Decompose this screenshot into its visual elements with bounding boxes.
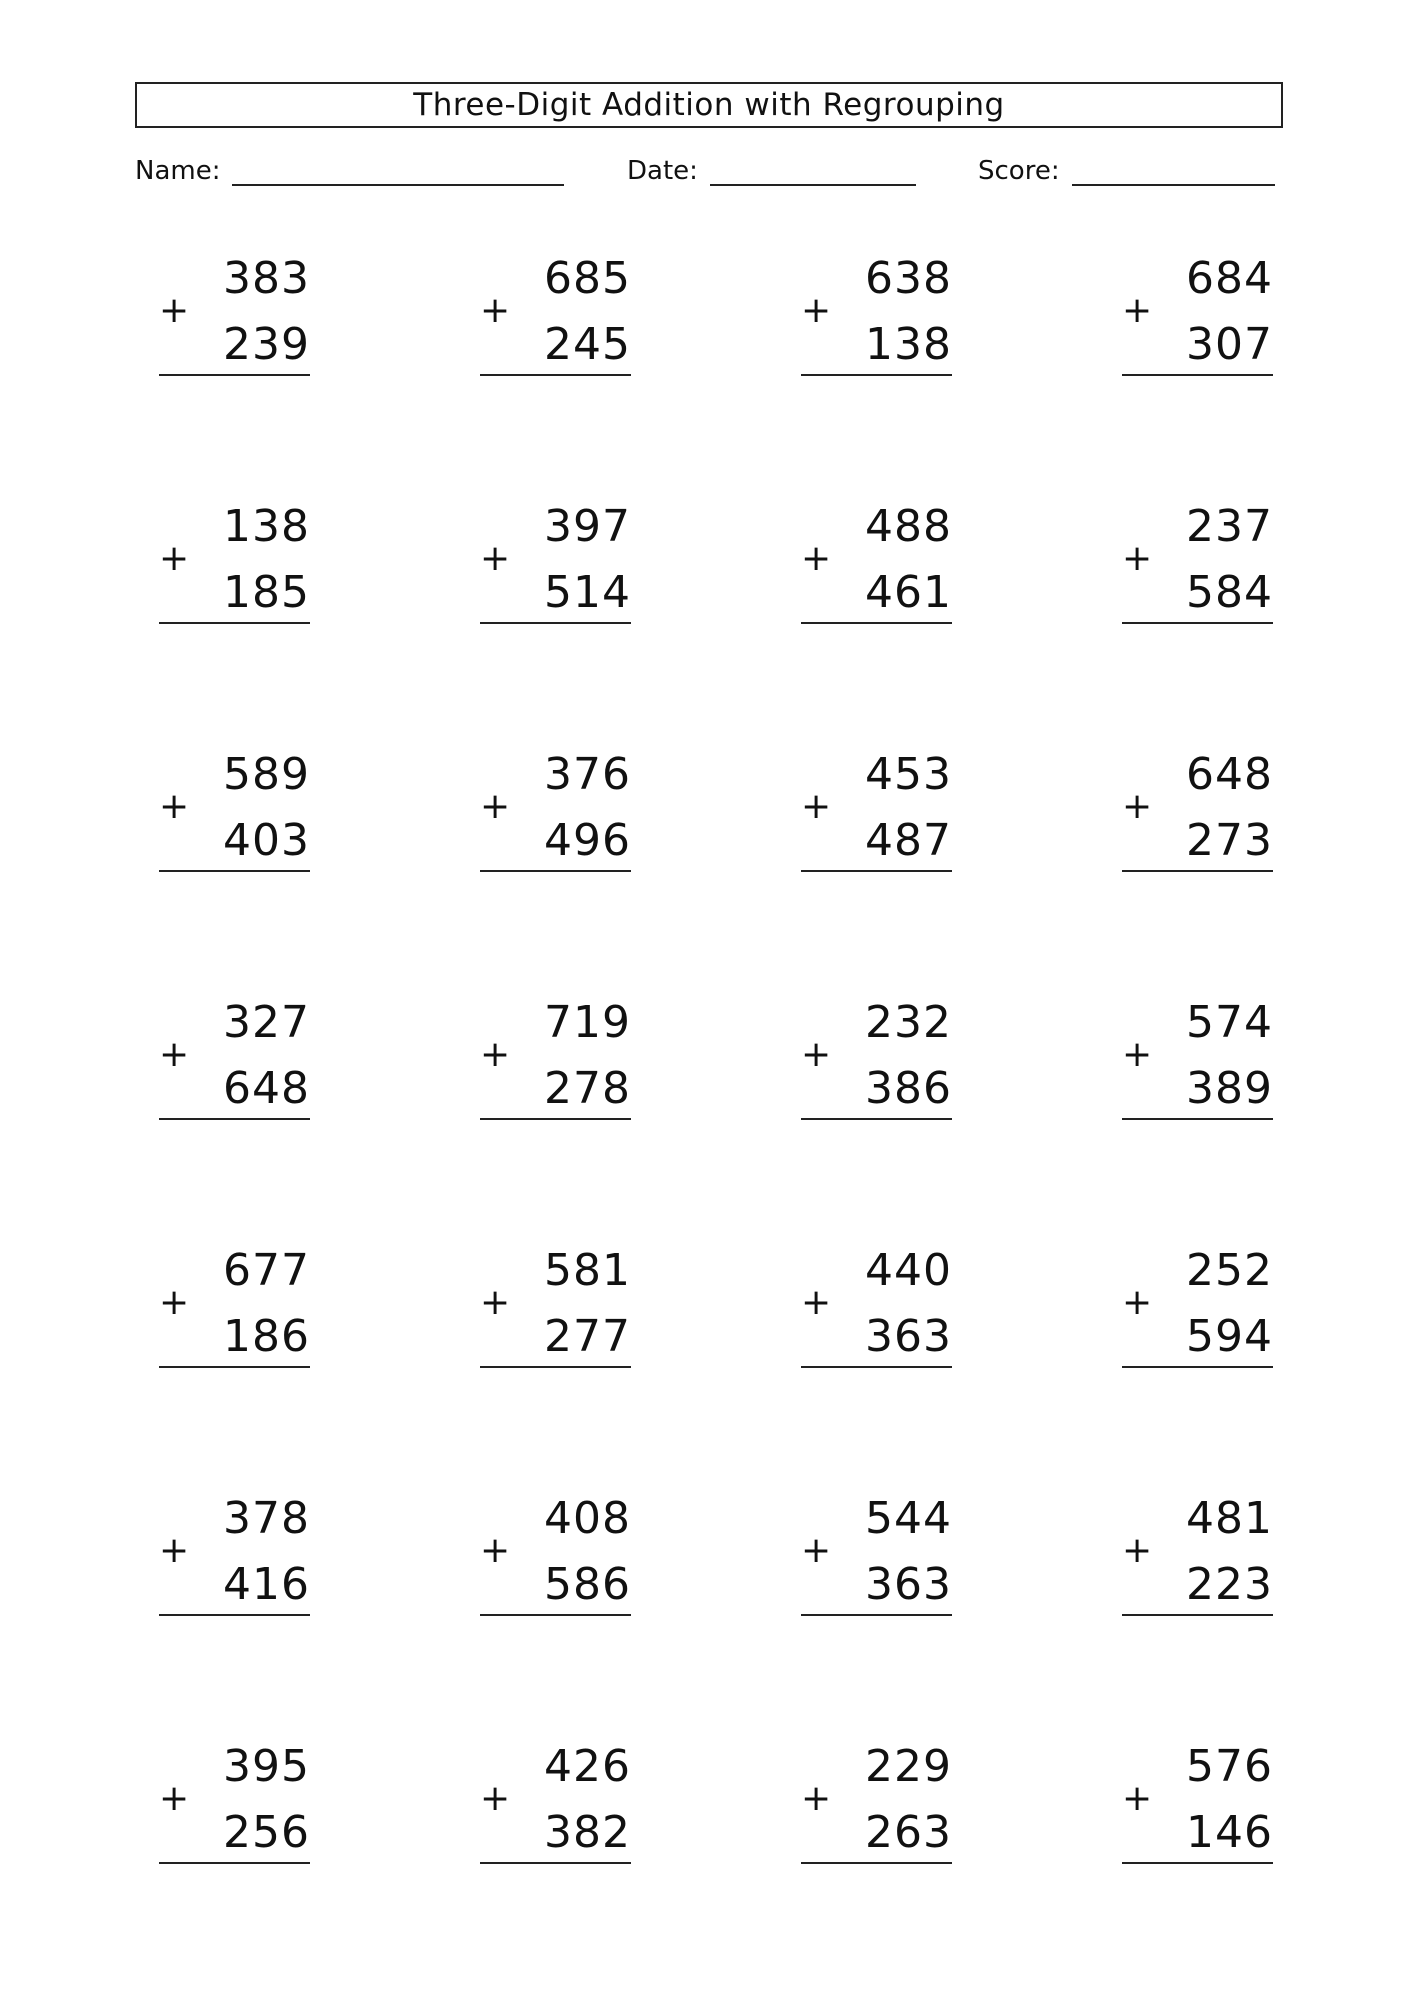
bottom-addend: 363	[865, 1311, 952, 1362]
answer-line[interactable]	[159, 1862, 310, 1864]
bottom-addend: 277	[544, 1311, 631, 1362]
bottom-addend: 403	[223, 815, 310, 866]
bottom-addend: 278	[544, 1063, 631, 1114]
bottom-addend: 185	[223, 567, 310, 618]
plus-sign: +	[801, 786, 832, 827]
bottom-addend: 382	[544, 1807, 631, 1858]
top-addend: 440	[865, 1245, 952, 1296]
top-addend: 677	[223, 1245, 310, 1296]
addition-problem	[1118, 744, 1273, 884]
top-addend: 481	[1186, 1493, 1273, 1544]
addition-problem	[797, 992, 952, 1132]
addition-problem	[476, 1736, 631, 1876]
bottom-addend: 239	[223, 319, 310, 370]
top-addend: 488	[865, 501, 952, 552]
top-addend: 638	[865, 253, 952, 304]
plus-sign: +	[1122, 1778, 1153, 1819]
bottom-addend: 245	[544, 319, 631, 370]
date-label: Date:	[627, 156, 698, 186]
top-addend: 383	[223, 253, 310, 304]
addition-problem	[155, 248, 310, 388]
plus-sign: +	[1122, 290, 1153, 331]
plus-sign: +	[159, 1034, 190, 1075]
answer-line[interactable]	[801, 374, 952, 376]
problem-grid	[155, 248, 1285, 1984]
answer-line[interactable]	[1122, 1614, 1273, 1616]
addition-problem	[476, 248, 631, 388]
top-addend: 648	[1186, 749, 1273, 800]
bottom-addend: 416	[223, 1559, 310, 1610]
answer-line[interactable]	[480, 870, 631, 872]
answer-line[interactable]	[480, 622, 631, 624]
top-addend: 395	[223, 1741, 310, 1792]
bottom-addend: 514	[544, 567, 631, 618]
bottom-addend: 307	[1186, 319, 1273, 370]
plus-sign: +	[159, 290, 190, 331]
addition-problem	[476, 1240, 631, 1380]
plus-sign: +	[480, 1282, 511, 1323]
answer-line[interactable]	[1122, 374, 1273, 376]
addition-problem	[1118, 992, 1273, 1132]
answer-line[interactable]	[159, 870, 310, 872]
addition-problem	[476, 1488, 631, 1628]
name-label: Name:	[135, 156, 221, 186]
addition-problem	[797, 248, 952, 388]
bottom-addend: 648	[223, 1063, 310, 1114]
addition-problem	[476, 992, 631, 1132]
plus-sign: +	[480, 786, 511, 827]
plus-sign: +	[480, 1034, 511, 1075]
top-addend: 453	[865, 749, 952, 800]
plus-sign: +	[801, 1034, 832, 1075]
answer-line[interactable]	[801, 1614, 952, 1616]
plus-sign: +	[801, 1282, 832, 1323]
addition-problem	[155, 1736, 310, 1876]
plus-sign: +	[1122, 786, 1153, 827]
answer-line[interactable]	[480, 1862, 631, 1864]
plus-sign: +	[480, 538, 511, 579]
answer-line[interactable]	[480, 1366, 631, 1368]
score-field[interactable]	[978, 153, 1275, 189]
addition-problem	[797, 1488, 952, 1628]
top-addend: 252	[1186, 1245, 1273, 1296]
top-addend: 589	[223, 749, 310, 800]
bottom-addend: 586	[544, 1559, 631, 1610]
bottom-addend: 496	[544, 815, 631, 866]
answer-line[interactable]	[1122, 870, 1273, 872]
plus-sign: +	[159, 786, 190, 827]
answer-line[interactable]	[801, 1862, 952, 1864]
plus-sign: +	[159, 1530, 190, 1571]
answer-line[interactable]	[159, 622, 310, 624]
plus-sign: +	[1122, 1282, 1153, 1323]
top-addend: 426	[544, 1741, 631, 1792]
addition-problem	[797, 1240, 952, 1380]
top-addend: 229	[865, 1741, 952, 1792]
top-addend: 378	[223, 1493, 310, 1544]
answer-line[interactable]	[1122, 1118, 1273, 1120]
bottom-addend: 146	[1186, 1807, 1273, 1858]
bottom-addend: 487	[865, 815, 952, 866]
plus-sign: +	[801, 290, 832, 331]
answer-line[interactable]	[480, 374, 631, 376]
bottom-addend: 389	[1186, 1063, 1273, 1114]
addition-problem	[797, 1736, 952, 1876]
addition-problem	[155, 1488, 310, 1628]
top-addend: 576	[1186, 1741, 1273, 1792]
addition-problem	[1118, 1488, 1273, 1628]
answer-line[interactable]	[801, 622, 952, 624]
answer-line[interactable]	[159, 1118, 310, 1120]
answer-line[interactable]	[159, 374, 310, 376]
bottom-addend: 584	[1186, 567, 1273, 618]
top-addend: 685	[544, 253, 631, 304]
plus-sign: +	[480, 290, 511, 331]
answer-line[interactable]	[1122, 1862, 1273, 1864]
top-addend: 544	[865, 1493, 952, 1544]
answer-line[interactable]	[1122, 1366, 1273, 1368]
bottom-addend: 263	[865, 1807, 952, 1858]
plus-sign: +	[1122, 538, 1153, 579]
addition-problem	[1118, 248, 1273, 388]
addition-problem	[155, 744, 310, 884]
addition-problem	[797, 496, 952, 636]
plus-sign: +	[801, 1778, 832, 1819]
worksheet-title	[135, 82, 1283, 128]
bottom-addend: 256	[223, 1807, 310, 1858]
date-field[interactable]	[627, 153, 916, 189]
name-field[interactable]	[135, 153, 564, 189]
plus-sign: +	[801, 1530, 832, 1571]
addition-problem	[155, 496, 310, 636]
date-blank-line[interactable]	[710, 184, 916, 186]
addition-problem	[155, 1240, 310, 1380]
top-addend: 719	[544, 997, 631, 1048]
plus-sign: +	[480, 1778, 511, 1819]
answer-line[interactable]	[480, 1118, 631, 1120]
plus-sign: +	[159, 538, 190, 579]
answer-line[interactable]	[159, 1366, 310, 1368]
worksheet-title-text: Three-Digit Addition with Regrouping	[413, 87, 1005, 123]
plus-sign: +	[1122, 1530, 1153, 1571]
answer-line[interactable]	[801, 1366, 952, 1368]
addition-problem	[1118, 1240, 1273, 1380]
addition-problem	[155, 992, 310, 1132]
top-addend: 408	[544, 1493, 631, 1544]
name-blank-line[interactable]	[232, 184, 564, 186]
top-addend: 574	[1186, 997, 1273, 1048]
top-addend: 376	[544, 749, 631, 800]
top-addend: 684	[1186, 253, 1273, 304]
plus-sign: +	[480, 1530, 511, 1571]
answer-line[interactable]	[801, 1118, 952, 1120]
top-addend: 397	[544, 501, 631, 552]
plus-sign: +	[159, 1778, 190, 1819]
score-blank-line[interactable]	[1072, 184, 1275, 186]
bottom-addend: 223	[1186, 1559, 1273, 1610]
addition-problem	[476, 744, 631, 884]
answer-line[interactable]	[159, 1614, 310, 1616]
addition-problem	[1118, 1736, 1273, 1876]
score-label: Score:	[978, 156, 1060, 186]
bottom-addend: 594	[1186, 1311, 1273, 1362]
addition-problem	[1118, 496, 1273, 636]
answer-line[interactable]	[1122, 622, 1273, 624]
plus-sign: +	[1122, 1034, 1153, 1075]
bottom-addend: 186	[223, 1311, 310, 1362]
top-addend: 327	[223, 997, 310, 1048]
bottom-addend: 138	[865, 319, 952, 370]
addition-problem	[797, 744, 952, 884]
top-addend: 581	[544, 1245, 631, 1296]
plus-sign: +	[801, 538, 832, 579]
bottom-addend: 273	[1186, 815, 1273, 866]
addition-problem	[476, 496, 631, 636]
plus-sign: +	[159, 1282, 190, 1323]
answer-line[interactable]	[480, 1614, 631, 1616]
bottom-addend: 461	[865, 567, 952, 618]
bottom-addend: 386	[865, 1063, 952, 1114]
bottom-addend: 363	[865, 1559, 952, 1610]
top-addend: 232	[865, 997, 952, 1048]
answer-line[interactable]	[801, 870, 952, 872]
top-addend: 138	[223, 501, 310, 552]
top-addend: 237	[1186, 501, 1273, 552]
